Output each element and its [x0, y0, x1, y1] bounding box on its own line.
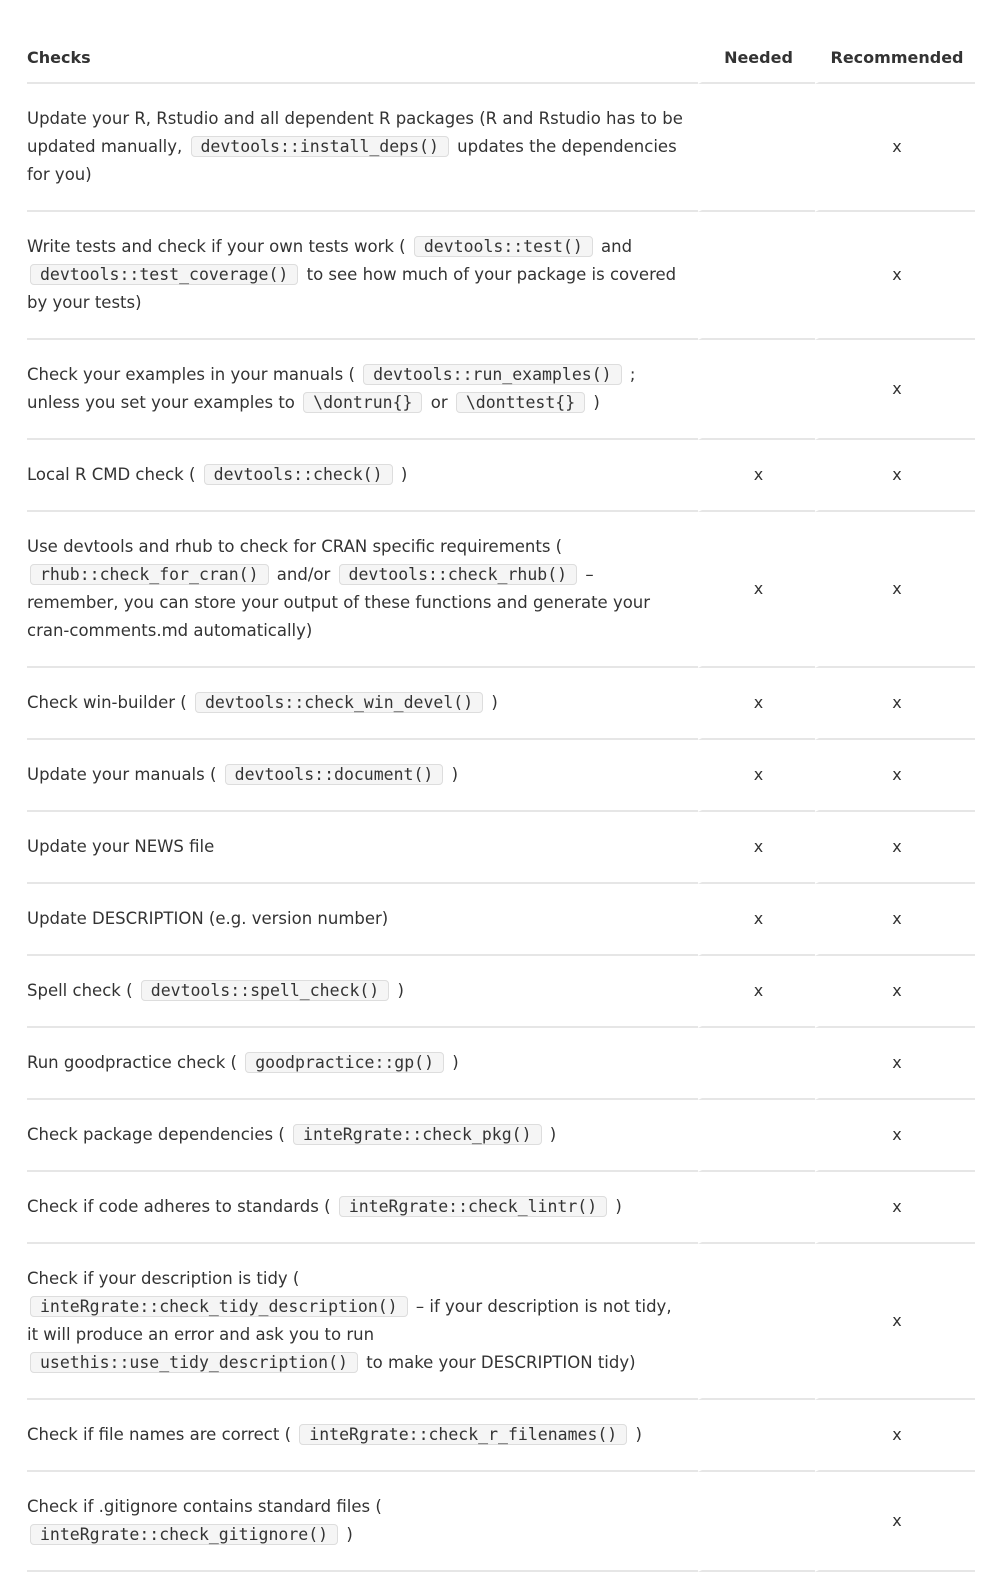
check-text: ): [615, 1197, 622, 1216]
check-description: [27, 1244, 698, 1400]
needed-cell: [698, 1400, 815, 1472]
check-text: Check if your description is tidy (: [27, 1269, 300, 1288]
check-text: ; unless you set your examples to: [27, 365, 636, 412]
check-text: Check if file names are correct (: [27, 1425, 292, 1444]
table-row: [27, 884, 975, 956]
recommended-cell: [815, 1244, 975, 1400]
code-snippet: inteRgrate::check_tidy_description(): [30, 1296, 408, 1317]
recommended-cell: [815, 956, 975, 1028]
check-text: Write tests and check if your own tests work (: [27, 237, 406, 256]
recommended-mark: x: [892, 1311, 902, 1330]
recommended-mark: x: [892, 909, 902, 928]
table-row: [27, 740, 975, 812]
table-row: [27, 1472, 975, 1572]
recommended-cell: [815, 1400, 975, 1472]
recommended-mark: x: [892, 265, 902, 284]
table-row: [27, 84, 975, 212]
check-text: Check if .gitignore contains standard files (: [27, 1497, 382, 1516]
table-row: [27, 1172, 975, 1244]
check-text: – remember, you can store your output of these functions and generate your cran-comments.md automatically): [27, 565, 651, 640]
check-description: [27, 1172, 698, 1244]
needed-mark: x: [753, 579, 764, 598]
needed-cell: [698, 340, 815, 440]
recommended-mark: x: [892, 465, 902, 484]
needed-cell: [698, 668, 815, 740]
recommended-cell: [815, 1100, 975, 1172]
code-snippet: devtools::run_examples(): [363, 364, 621, 385]
check-description: [27, 884, 698, 956]
needed-mark: x: [753, 693, 764, 712]
header-recommended: Recommended: [815, 32, 975, 84]
code-snippet: devtools::check_win_devel(): [195, 692, 483, 713]
needed-cell: [698, 1472, 815, 1572]
table-row: [27, 1100, 975, 1172]
check-text: ): [593, 393, 600, 412]
check-text: ): [635, 1425, 642, 1444]
check-description: [27, 512, 698, 668]
check-description: [27, 740, 698, 812]
needed-cell: [698, 1244, 815, 1400]
code-snippet: devtools::spell_check(): [141, 980, 389, 1001]
check-text: Update your manuals (: [27, 765, 217, 784]
check-description: [27, 1472, 698, 1572]
recommended-cell: [815, 512, 975, 668]
check-text: ): [549, 1125, 557, 1144]
code-snippet: inteRgrate::check_lintr(): [339, 1196, 607, 1217]
needed-cell: [698, 812, 815, 884]
table-row: [27, 1028, 975, 1100]
code-snippet: devtools::check_rhub(): [339, 564, 578, 585]
table-row: [27, 512, 975, 668]
needed-mark: x: [753, 765, 764, 784]
check-text: ): [491, 693, 498, 712]
check-text: Local R CMD check (: [27, 465, 196, 484]
check-text: Update your R, Rstudio and all dependent R packages (R and Rstudio has to be updated manually,: [27, 109, 683, 156]
recommended-mark: x: [892, 137, 902, 156]
code-snippet: rhub::check_for_cran(): [30, 564, 269, 585]
needed-mark: x: [753, 837, 764, 856]
code-snippet: devtools::check(): [204, 464, 393, 485]
recommended-cell: [815, 212, 975, 340]
recommended-mark: x: [892, 693, 902, 712]
check-text: ): [452, 1053, 459, 1072]
check-text: and: [601, 237, 633, 256]
recommended-mark: x: [892, 379, 902, 398]
check-text: ): [400, 465, 408, 484]
table-row: [27, 212, 975, 340]
recommended-mark: x: [892, 981, 902, 1000]
recommended-cell: [815, 884, 975, 956]
recommended-mark: x: [892, 1053, 902, 1072]
check-text: Check package dependencies (: [27, 1125, 285, 1144]
needed-cell: [698, 212, 815, 340]
table-row: [27, 1244, 975, 1400]
check-text: ): [346, 1525, 353, 1544]
recommended-mark: x: [892, 1511, 902, 1530]
check-text: – if your description is not tidy, it will produce an error and ask you to run: [27, 1297, 672, 1344]
check-description: [27, 956, 698, 1028]
checks-table: [27, 32, 975, 1572]
table-row: [27, 440, 975, 512]
code-snippet: devtools::test(): [414, 236, 593, 257]
check-description: [27, 212, 698, 340]
recommended-mark: x: [892, 1125, 902, 1144]
check-text: Spell check (: [27, 981, 133, 1000]
needed-cell: [698, 1172, 815, 1244]
check-description: [27, 340, 698, 440]
recommended-mark: x: [892, 1197, 902, 1216]
table-body: [27, 84, 975, 1572]
code-snippet: inteRgrate::check_gitignore(): [30, 1524, 338, 1545]
needed-mark: x: [753, 909, 764, 928]
table-row: [27, 812, 975, 884]
recommended-cell: [815, 1028, 975, 1100]
check-text: or: [430, 393, 448, 412]
table-row: [27, 668, 975, 740]
recommended-cell: [815, 440, 975, 512]
recommended-mark: x: [892, 837, 902, 856]
checks-table-container: [27, 32, 975, 1572]
check-text: ): [451, 765, 459, 784]
check-text: Check if code adheres to standards (: [27, 1197, 331, 1216]
recommended-cell: [815, 812, 975, 884]
check-text: updates the dependencies for you): [27, 137, 677, 184]
check-description: [27, 668, 698, 740]
table-row: [27, 956, 975, 1028]
recommended-cell: [815, 84, 975, 212]
header-needed: Needed: [698, 32, 815, 84]
recommended-cell: [815, 340, 975, 440]
check-description: [27, 1400, 698, 1472]
check-text: Update your NEWS file: [27, 837, 215, 856]
code-snippet: inteRgrate::check_r_filenames(): [299, 1424, 627, 1445]
needed-cell: [698, 440, 815, 512]
check-text: Update DESCRIPTION (e.g. version number): [27, 909, 389, 928]
code-snippet: devtools::install_deps(): [191, 136, 449, 157]
recommended-mark: x: [892, 579, 902, 598]
code-snippet: inteRgrate::check_pkg(): [293, 1124, 541, 1145]
check-text: Use devtools and rhub to check for CRAN specific requirements (: [27, 537, 563, 556]
check-description: [27, 84, 698, 212]
table-row: [27, 340, 975, 440]
needed-mark: x: [753, 465, 764, 484]
check-description: [27, 1100, 698, 1172]
check-text: to see how much of your package is covered by your tests): [27, 265, 677, 312]
check-text: to make your DESCRIPTION tidy): [366, 1353, 636, 1372]
recommended-cell: [815, 1172, 975, 1244]
code-snippet: \donttest{}: [456, 392, 585, 413]
check-text: Check win-builder (: [27, 693, 187, 712]
needed-cell: [698, 1028, 815, 1100]
needed-cell: [698, 84, 815, 212]
needed-cell: [698, 740, 815, 812]
code-snippet: devtools::test_coverage(): [30, 264, 298, 285]
check-text: and/or: [276, 565, 331, 584]
needed-cell: [698, 956, 815, 1028]
needed-cell: [698, 512, 815, 668]
check-text: Check your examples in your manuals (: [27, 365, 355, 384]
recommended-mark: x: [892, 765, 902, 784]
recommended-cell: [815, 668, 975, 740]
needed-mark: x: [753, 981, 764, 1000]
code-snippet: \dontrun{}: [303, 392, 422, 413]
table-row: [27, 1400, 975, 1472]
code-snippet: usethis::use_tidy_description(): [30, 1352, 358, 1373]
table-header-row: [27, 32, 975, 84]
check-text: Run goodpractice check (: [27, 1053, 237, 1072]
code-snippet: goodpractice::gp(): [245, 1052, 444, 1073]
header-checks: Checks: [27, 32, 698, 84]
recommended-cell: [815, 1472, 975, 1572]
check-description: [27, 440, 698, 512]
code-snippet: devtools::document(): [225, 764, 444, 785]
recommended-cell: [815, 740, 975, 812]
needed-cell: [698, 884, 815, 956]
recommended-mark: x: [892, 1425, 902, 1444]
check-description: [27, 1028, 698, 1100]
check-text: ): [397, 981, 404, 1000]
needed-cell: [698, 1100, 815, 1172]
check-description: [27, 812, 698, 884]
